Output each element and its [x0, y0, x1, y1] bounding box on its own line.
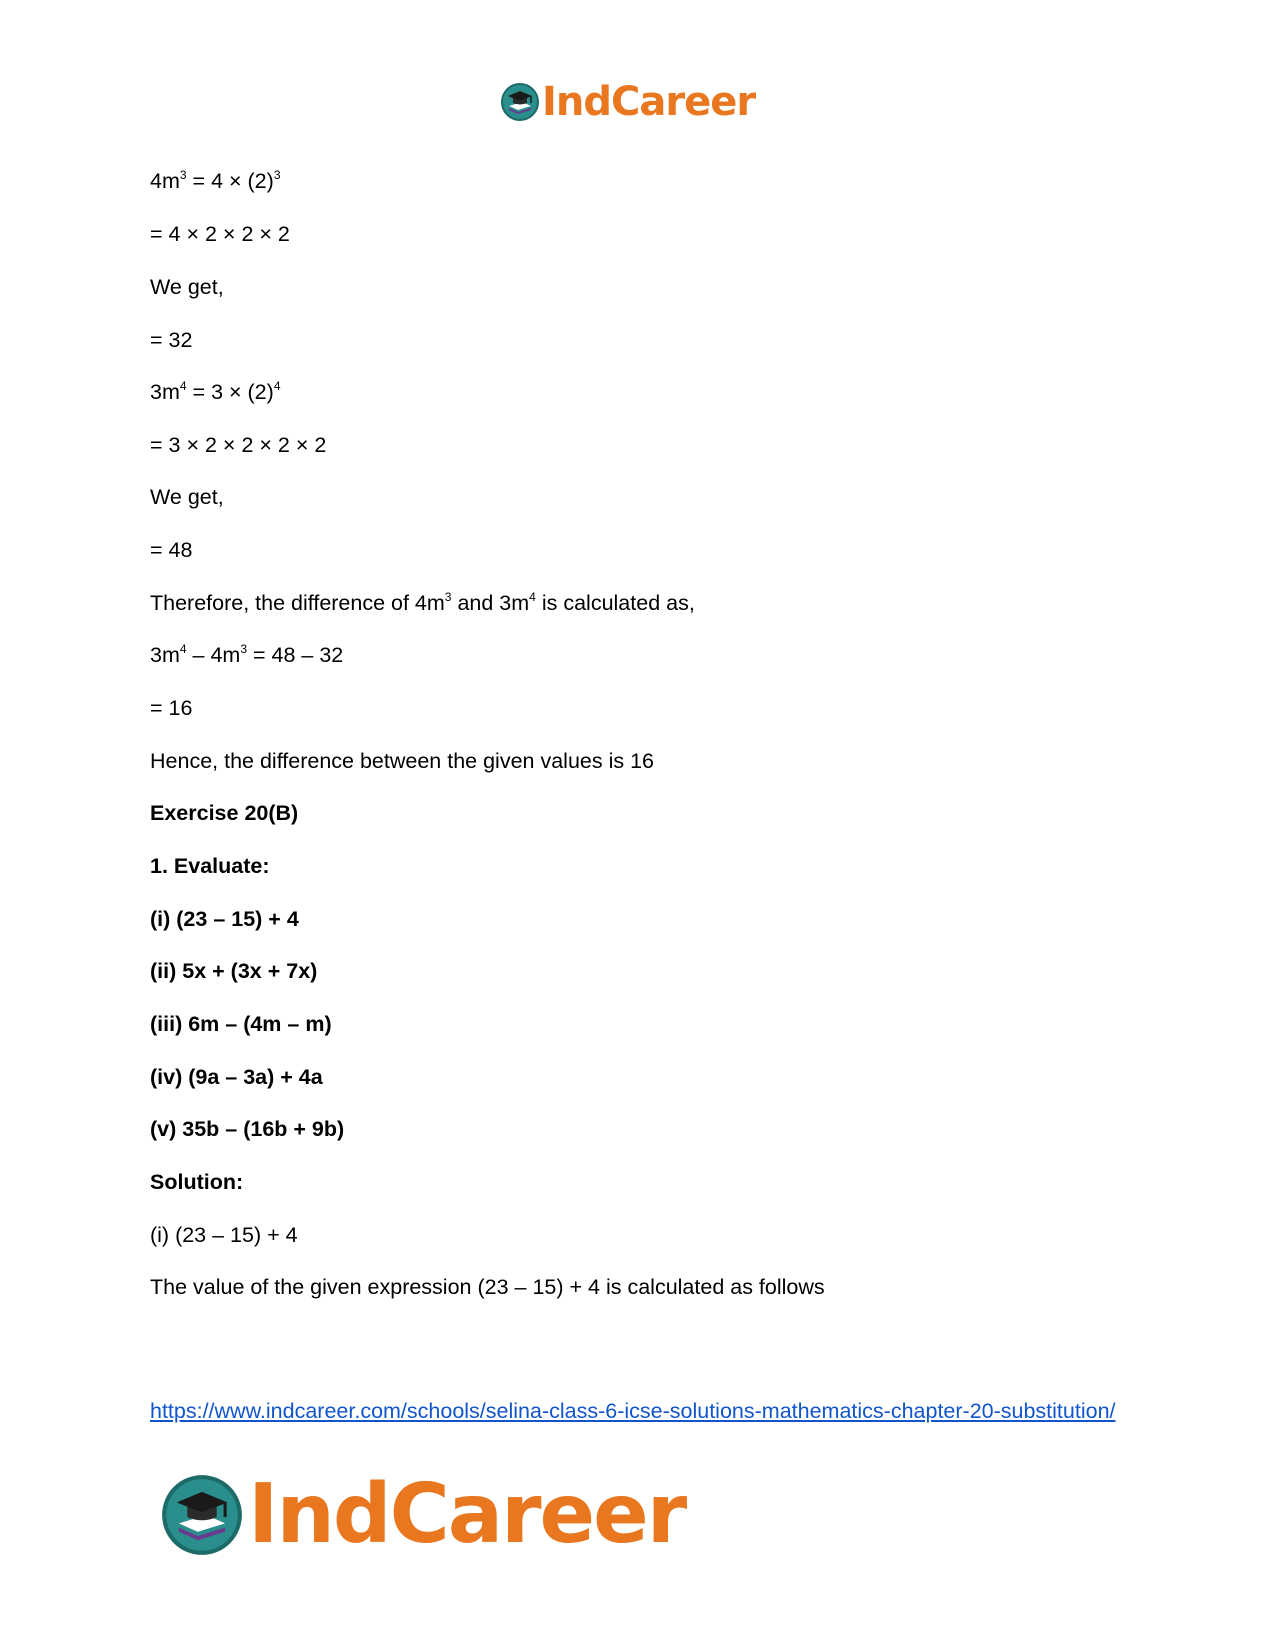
math-line: = 4 × 2 × 2 × 2 [150, 222, 290, 246]
logo-wordmark: IndCareer [248, 1467, 686, 1562]
text-line: We get, [150, 485, 224, 509]
source-link[interactable]: https://www.indcareer.com/schools/selina-class-6-icse-solutions-mathematics-chapter-20-substitution/ [150, 1399, 1116, 1423]
text-line: The value of the given expression (23 – 15) + 4 is calculated as follows [150, 1275, 825, 1299]
graduation-cap-book-icon [500, 82, 540, 122]
math-line: = 32 [150, 328, 193, 352]
question-part: (ii) 5x + (3x + 7x) [150, 959, 318, 983]
text-line: Hence, the difference between the given values is 16 [150, 749, 654, 773]
math-line: $4m^3 = 4 \times (2)^3$ [150, 168, 281, 193]
question-part: (iv) (9a – 3a) + 4a [150, 1065, 323, 1089]
solution-heading: Solution: [150, 1170, 244, 1194]
question-part: (i) (23 – 15) + 4 [150, 907, 299, 931]
math-line: = 3 × 2 × 2 × 2 × 2 [150, 433, 327, 457]
math-line: (i) (23 – 15) + 4 [150, 1223, 298, 1247]
graduation-cap-book-icon [160, 1473, 244, 1557]
text-line: Therefore, the difference of $4m^3$ and $3m^4$ is calculated as, [150, 590, 695, 615]
footer-logo [160, 1467, 686, 1562]
text-line: We get, [150, 275, 224, 299]
math-line: = 48 [150, 538, 193, 562]
question-part: (iii) 6m – (4m – m) [150, 1012, 332, 1036]
math-line: = 16 [150, 696, 193, 720]
question-part: (v) 35b – (16b + 9b) [150, 1117, 345, 1141]
math-line: $3m^4 = 3 \times (2)^4$ [150, 379, 281, 404]
logo-wordmark: IndCareer [542, 79, 756, 125]
header-logo [500, 80, 755, 124]
question-heading: 1. Evaluate: [150, 854, 270, 878]
exercise-heading: Exercise 20(B) [150, 801, 299, 825]
math-line: $3m^4 - 4m^3 = 48 - 32$ [150, 642, 344, 667]
